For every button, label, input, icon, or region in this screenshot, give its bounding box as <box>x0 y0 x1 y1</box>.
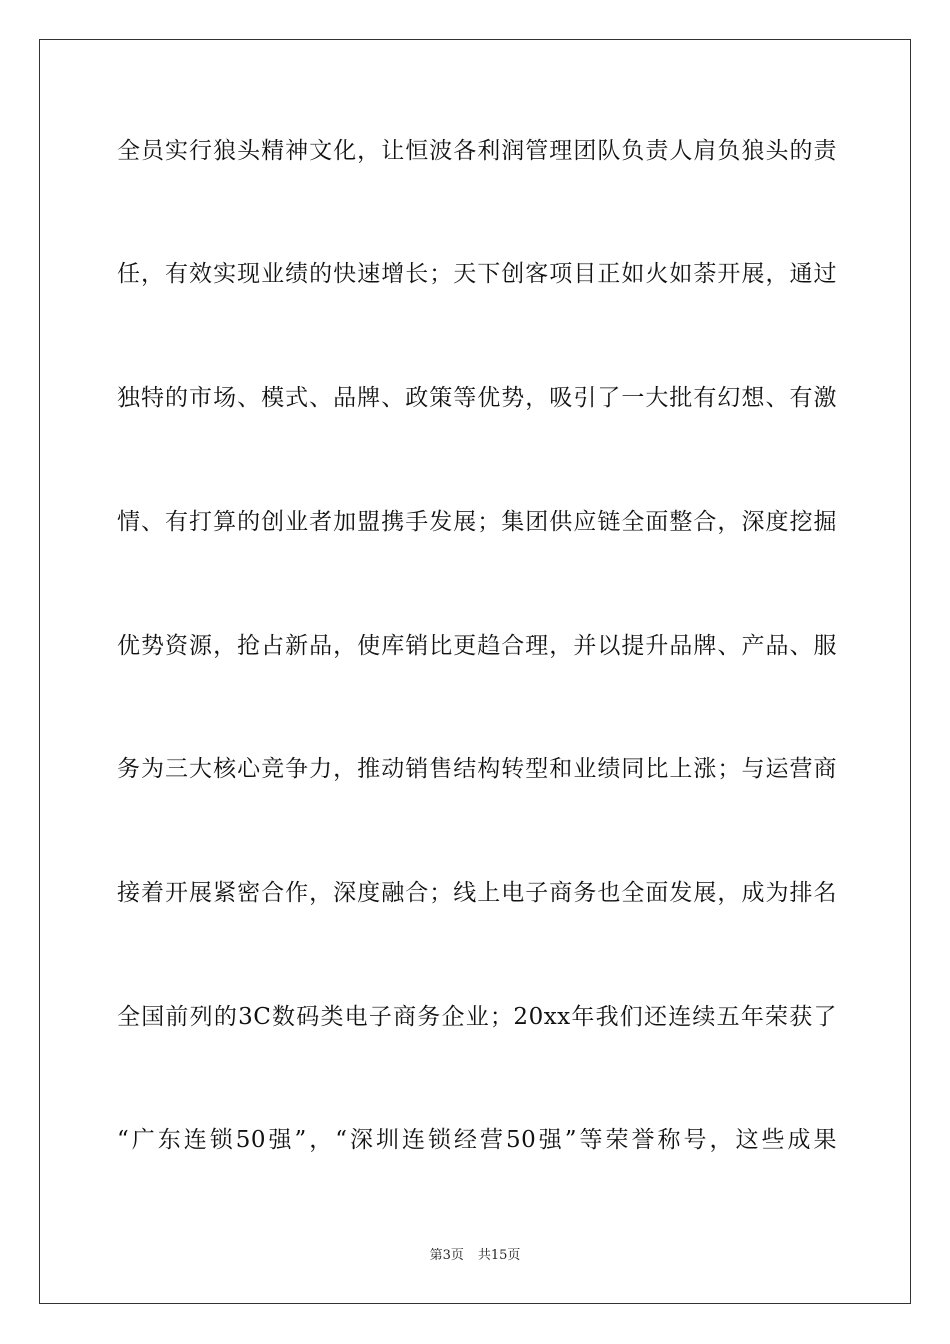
page-border <box>39 39 911 1304</box>
text-line: “广东连锁50强”，“深圳连锁经营50强”等荣誉称号，这些成果 <box>117 1127 837 1153</box>
text-line: 全员实行狼头精神文化，让恒波各利润管理团队负责人肩负狼头的责 <box>117 138 837 164</box>
text-line: 全国前列的3C数码类电子商务企业；20xx年我们还连续五年荣获了 <box>117 1004 837 1030</box>
page-footer <box>0 1244 950 1263</box>
text-line: 优势资源，抢占新品，使库销比更趋合理，并以提升品牌、产品、服 <box>117 633 837 659</box>
text-line: 独特的市场、模式、品牌、政策等优势，吸引了一大批有幻想、有激 <box>117 385 837 411</box>
text-line: 接着开展紧密合作，深度融合；线上电子商务也全面发展，成为排名 <box>117 880 837 906</box>
text-line: 务为三大核心竞争力，推动销售结构转型和业绩同比上涨；与运营商 <box>117 756 837 782</box>
text-line: 任，有效实现业绩的快速增长；天下创客项目正如火如荼开展，通过 <box>117 261 837 287</box>
page-number: 第3页 <box>429 1248 464 1263</box>
page-total: 共15页 <box>477 1248 521 1263</box>
text-line: 情、有打算的创业者加盟携手发展；集团供应链全面整合，深度挖掘 <box>117 509 837 535</box>
